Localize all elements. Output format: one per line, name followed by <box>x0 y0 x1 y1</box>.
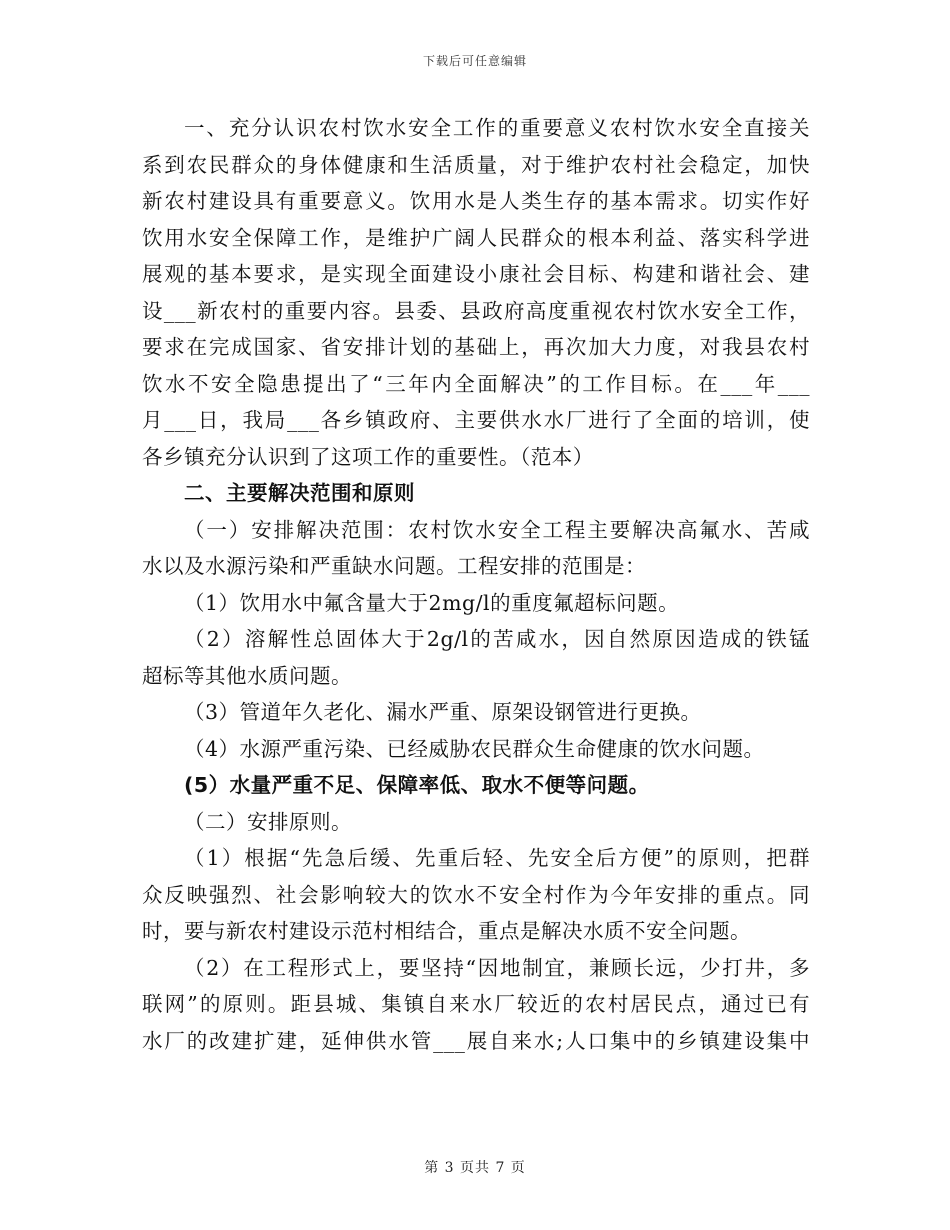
page-header: 下载后可任意编辑 <box>422 54 527 68</box>
paragraph-line: 饮水不安全隐患提出了“三年内全面解决”的工作目标。在___年___ <box>142 371 810 396</box>
paragraph-line: （3）管道年久老化、漏水严重、原架设钢管进行更换。 <box>184 700 702 724</box>
paragraph-line: 月___日，我局___各乡镇政府、主要供水水厂进行了全面的培训，使 <box>142 408 810 432</box>
paragraph-line: 新农村建设具有重要意义。饮用水是人类生存的基本需求。切实作好 <box>142 189 810 213</box>
paragraph-line: 水厂的改建扩建，延伸供水管___展自来水;人口集中的乡镇建设集中 <box>142 1028 810 1053</box>
paragraph-line: 展观的基本要求，是实现全面建设小康社会目标、构建和谐社会、建 <box>142 262 810 286</box>
paragraph-line: 联网”的原则。距县城、集镇自来水厂较近的农村居民点，通过已有 <box>142 992 810 1016</box>
paragraph-line: （1）根据“先急后缓、先重后轻、先安全后方便”的原则，把群 <box>184 846 810 870</box>
paragraph-line: 饮用水安全保障工作，是维护广阔人民群众的根本利益、落实科学进 <box>142 225 810 250</box>
paragraph-line: 系到农民群众的身体健康和生活质量，对于维护农村社会稳定，加快 <box>142 152 810 177</box>
page-footer: 第 3 页共 7 页 <box>424 1160 526 1176</box>
paragraph-line: 各乡镇充分认识到了这项工作的重要性。（范本） <box>142 444 594 469</box>
paragraph-line: （2）溶解性总固体大于2g/l的苦咸水，因自然原因造成的铁锰 <box>184 627 810 651</box>
section-heading-line: 二、主要解决范围和原则 <box>184 481 415 505</box>
paragraph-line: （4）水源严重污染、已经威胁农民群众生命健康的饮水问题。 <box>184 736 765 761</box>
paragraph-line: 时，要与新农村建设示范村相结合，重点是解决水质不安全问题。 <box>142 919 751 943</box>
paragraph-line: （1）饮用水中氟含量大于2mg/l的重度氟超标问题。 <box>184 590 680 615</box>
paragraph-line: 设___新农村的重要内容。县委、县政府高度重视农村饮水安全工作， <box>142 298 810 323</box>
paragraph-line: 水以及水源污染和严重缺水问题。工程安排的范围是： <box>142 554 646 578</box>
document-body <box>142 110 810 1059</box>
paragraph-line: 要求在完成国家、省安排计划的基础上，再次加大力度，对我县农村 <box>142 335 810 359</box>
paragraph-line: （2）在工程形式上，要坚持“因地制宜，兼顾长远，少打井，多 <box>184 955 810 980</box>
section-heading-line: (5）水量严重不足、保障率低、取水不便等问题。 <box>184 773 650 797</box>
paragraph-line: （一）安排解决范围：农村饮水安全工程主要解决高氟水、苦咸 <box>184 517 810 542</box>
paragraph-line: 一、充分认识农村饮水安全工作的重要意义农村饮水安全直接关 <box>184 116 810 140</box>
paragraph-line: 众反映强烈、社会影响较大的饮水不安全村作为今年安排的重点。同 <box>142 882 810 907</box>
paragraph-line: 超标等其他水质问题。 <box>142 663 352 688</box>
paragraph-line: （二）安排原则。 <box>184 809 352 834</box>
